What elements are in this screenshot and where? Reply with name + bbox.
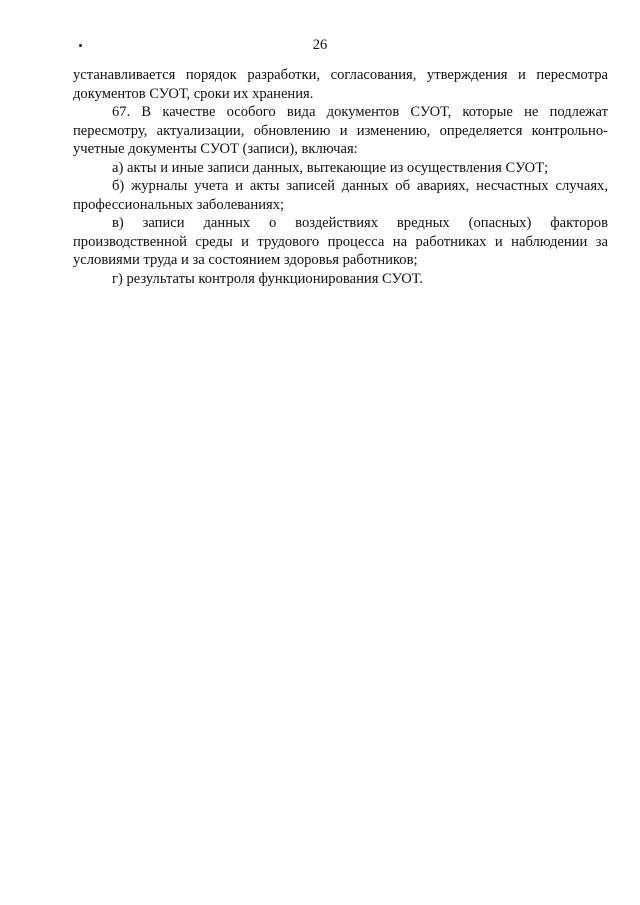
list-item-g: г) результаты контроля функционирования СУОТ. xyxy=(112,270,423,287)
page-number: 26 xyxy=(312,37,328,53)
document-body xyxy=(73,66,608,288)
list-item-v: в) записи данных о воздействиях вредных (опасных) факторов производственной среды и трудового процесса на работниках и наблюдении за условиями труда и за состоянием здоровья работников; xyxy=(73,215,608,268)
paragraph-continuation: устанавливается порядок разработки, согласования, утверждения и пересмотра документов СУОТ, сроки их хранения. xyxy=(73,67,608,102)
paragraph-item-67: 67. В качестве особого вида документов СУОТ, которые не подлежат пересмотру, актуализации, обновлению и изменению, определяется контрольно-учетные документы СУОТ (записи), включая: xyxy=(73,104,608,157)
list-item-a: а) акты и иные записи данных, вытекающие из осуществления СУОТ; xyxy=(112,159,549,176)
list-item-b: б) журналы учета и акты записей данных об авариях, несчастных случаях, профессиональных заболеваниях; xyxy=(73,178,608,213)
